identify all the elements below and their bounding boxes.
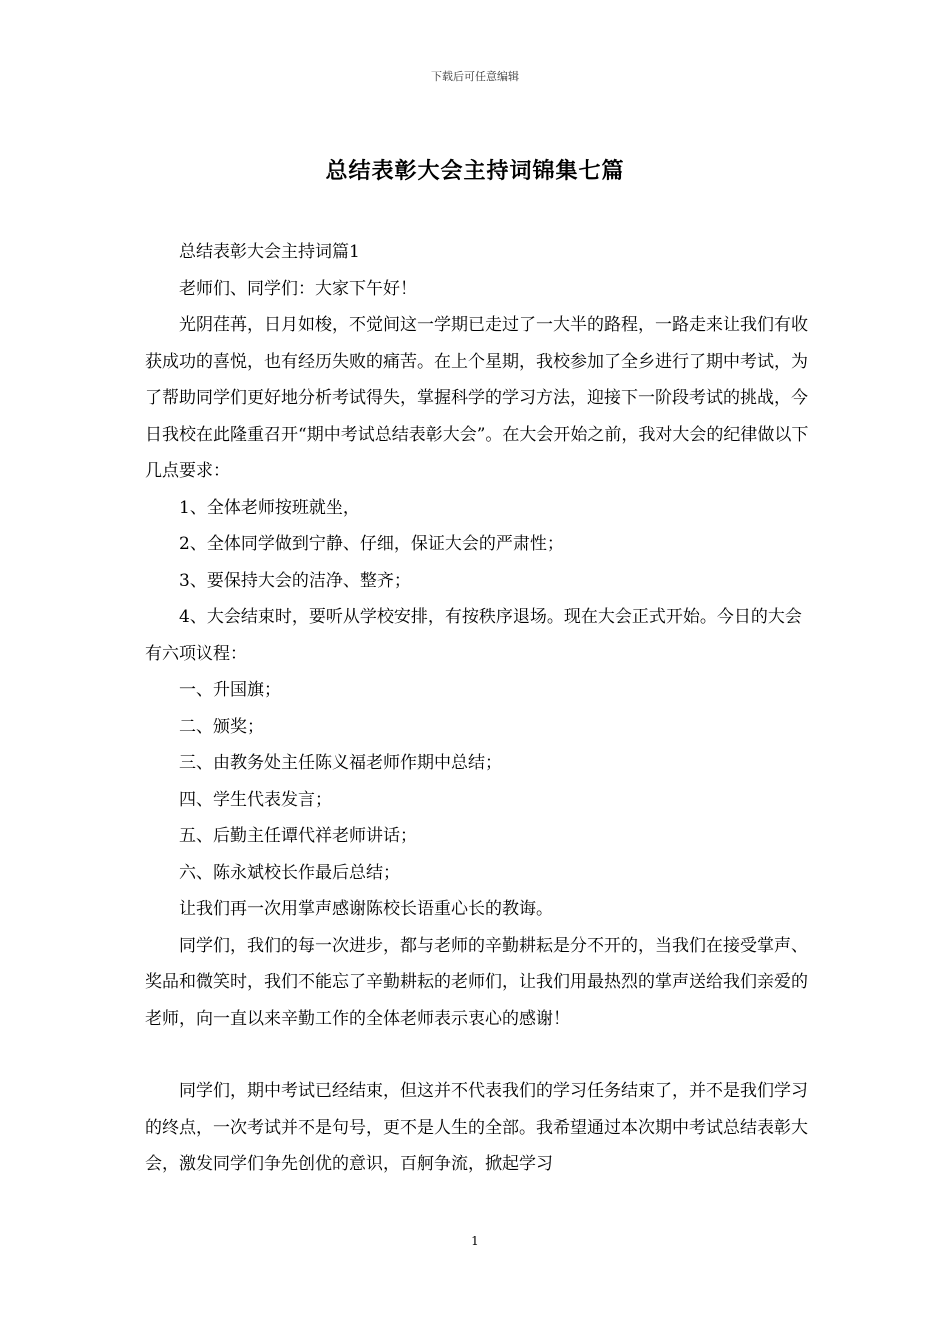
body-paragraph: 同学们，我们的每一次进步，都与老师的辛勤耕耘是分不开的，当我们在接受掌声、奖品和微笑时，我们不能忘了辛勤耕耘的老师们，让我们用最热烈的掌声送给我们亲爱的老师，向一直以来辛勤工作的全体老师表示衷心的感谢！ [145,935,808,1029]
agenda-item: 六、陈永斌校长作最后总结； [179,862,400,883]
body-paragraph: 让我们再一次用掌声感谢陈校长语重心长的教诲。 [179,899,553,919]
agenda-item: 一、升国旗； [179,680,281,700]
agenda-item: 五、后勤主任谭代祥老师讲话； [179,826,417,846]
paragraph-gap [145,1037,810,1073]
body-paragraph: 同学们，期中考试已经结束，但这并不代表我们的学习任务结束了，并不是我们学习的终点，一次考试并不是句号，更不是人生的全部。我希望通过本次期中考试总结表彰大会，激发同学们争先创优的意识，百舸争流，掀起学习 [145,1081,808,1174]
agenda-item: 三、由教务处主任陈义福老师作期中总结； [179,753,502,773]
agenda-item: 二、颁奖； [179,716,264,737]
document-body [145,234,810,1183]
header-note: 下载后可任意编辑 [431,70,519,83]
rule-item: 4、大会结束时，要听从学校安排，有按秩序退场。现在大会正式开始。今日的大会有六项议程： [145,607,802,664]
document-title: 总结表彰大会主持词锦集七篇 [325,158,625,184]
greeting-paragraph: 老师们、同学们：大家下午好！ [179,278,417,299]
section-heading: 总结表彰大会主持词篇1 [179,242,360,262]
rule-item: 3、要保持大会的洁净、整齐； [179,570,411,591]
rule-item: 2、全体同学做到宁静、仔细，保证大会的严肃性； [179,534,564,554]
page-number: 1 [471,1234,479,1248]
rule-item: 1、全体老师按班就坐， [179,497,360,518]
intro-paragraph: 光阴荏苒，日月如梭，不觉间这一学期已走过了一大半的路程，一路走来让我们有收获成功的喜悦，也有经历失败的痛苦。在上个星期，我校参加了全乡进行了期中考试，为了帮助同学们更好地分析考试得失，掌握科学的学习方法，迎接下一阶段考试的挑战，今日我校在此隆重召开“期中考试总结表彰大会”。在大会开始之前，我对大会的纪律做以下几点要求： [145,315,809,481]
agenda-item: 四、学生代表发言； [179,789,332,810]
